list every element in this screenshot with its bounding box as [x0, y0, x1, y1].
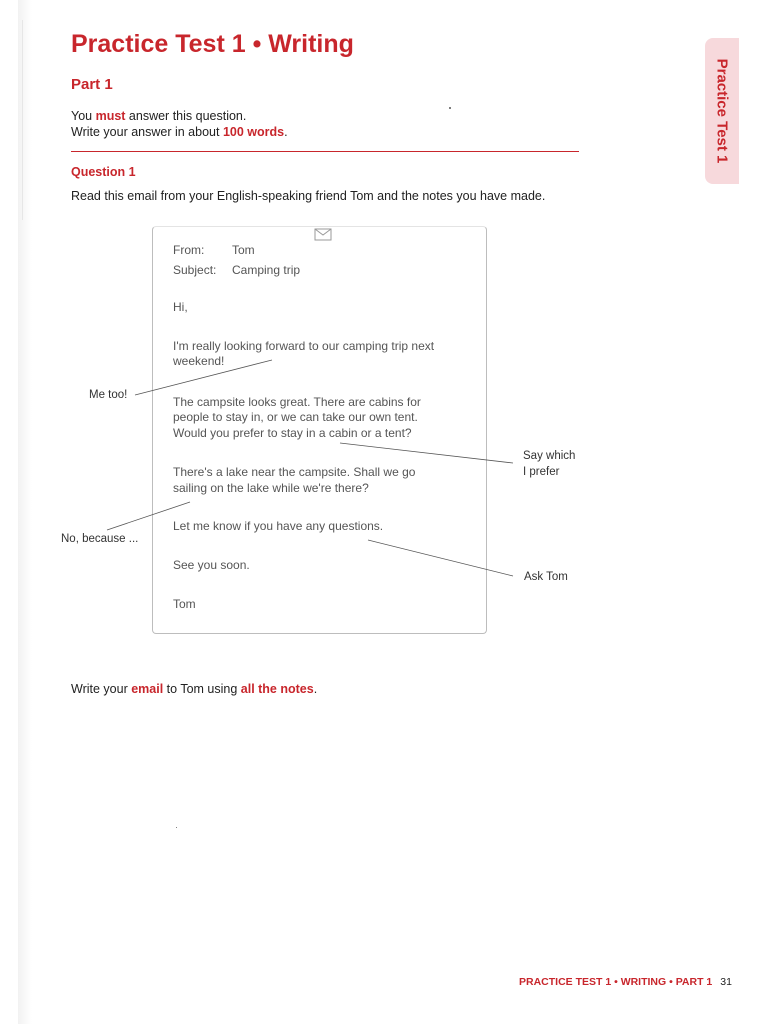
- question-title: Question 1: [71, 165, 136, 179]
- email-from-value: Tom: [232, 243, 255, 257]
- question-text: Read this email from your English-speaking friend Tom and the notes you have made.: [71, 189, 546, 203]
- email-signature: Tom: [173, 597, 196, 611]
- page-footer: [519, 976, 732, 988]
- note-no-because: No, because ...: [61, 533, 139, 545]
- footer-label: PRACTICE TEST 1 • WRITING • PART 1: [519, 976, 713, 988]
- email-subject-value: Camping trip: [232, 263, 301, 277]
- connector-no-because: [107, 502, 190, 530]
- page-number: 31: [720, 976, 732, 988]
- note-say-which-line-1: Say which: [523, 450, 576, 462]
- connector-ask-tom: [368, 540, 513, 576]
- email-paragraph-2-line-1: The campsite looks great. There are cabins for: [173, 395, 421, 409]
- email-paragraph-3-line-1: There's a lake near the campsite. Shall we go: [173, 465, 416, 479]
- print-speck-2: [176, 827, 177, 828]
- email-from-label: From:: [173, 243, 205, 257]
- email-subject-label: Subject:: [173, 263, 217, 277]
- email-paragraph-1-line-1: I'm really looking forward to our camping trip next: [173, 339, 435, 353]
- email-paragraph-1-line-2: weekend!: [173, 354, 225, 368]
- connector-say-which: [340, 443, 513, 463]
- email-paragraph-2-line-2: people to stay in, or we can take our own tent.: [173, 410, 418, 424]
- email-paragraph-3-line-2: sailing on the lake while we're there?: [173, 481, 369, 495]
- page-title: Practice Test 1 • Writing: [71, 30, 354, 58]
- all-notes-emphasis: all the notes: [240, 682, 314, 696]
- side-tab-label: Practice Test 1: [713, 58, 731, 164]
- email-closing: See you soon.: [173, 558, 250, 572]
- instruction-line-2: Write your answer in about 100 words.: [71, 125, 288, 139]
- connector-me-too: [135, 360, 272, 395]
- word-count-emphasis: 100 words: [222, 125, 285, 139]
- email-greeting: Hi,: [173, 300, 188, 314]
- email-paragraph-4: Let me know if you have any questions.: [173, 519, 384, 533]
- part-title: Part 1: [71, 76, 113, 93]
- email-emphasis: email: [131, 682, 164, 696]
- task-instruction: Write your email to Tom using all the notes.: [71, 682, 318, 696]
- email-paragraph-2-line-3: Would you prefer to stay in a cabin or a tent?: [173, 426, 412, 440]
- note-ask-tom: Ask Tom: [524, 571, 568, 583]
- instruction-line-1: You must answer this question.: [71, 109, 247, 123]
- note-say-which-line-2: I prefer: [523, 466, 560, 478]
- must-emphasis: must: [95, 109, 126, 123]
- note-me-too: Me too!: [89, 389, 128, 401]
